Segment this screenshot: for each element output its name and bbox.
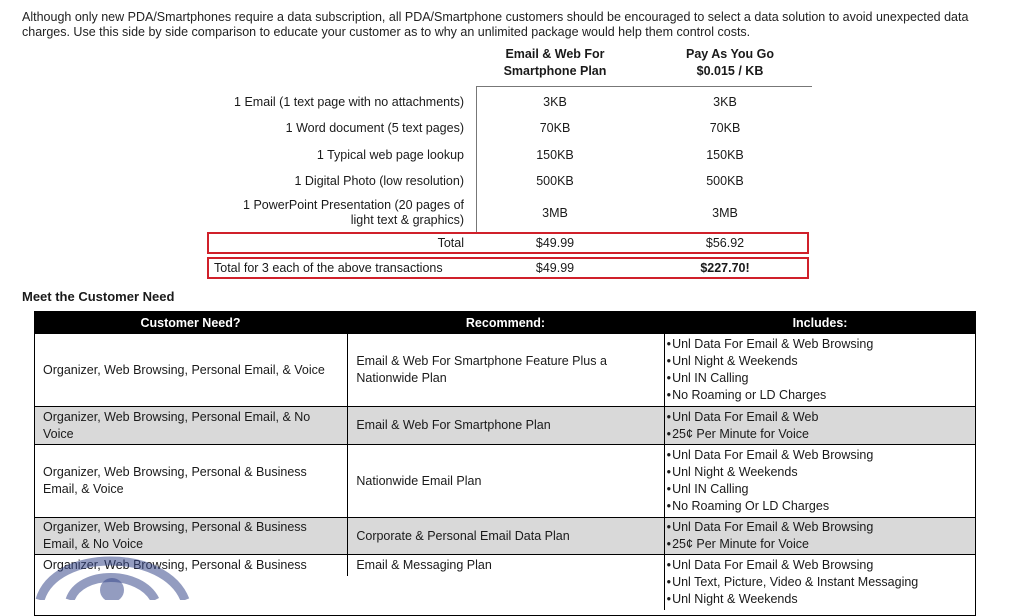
section-title: Meet the Customer Need xyxy=(22,289,175,304)
row-value-plan: 3KB xyxy=(543,95,567,109)
table-row xyxy=(34,334,976,407)
include-item: • Unl IN Calling xyxy=(667,370,749,387)
row-value-plan: 500KB xyxy=(536,174,574,188)
cell-includes xyxy=(664,445,975,517)
include-item: • Unl Night & Weekends xyxy=(667,353,798,370)
include-item: • Unl Data For Email & Web Browsing xyxy=(667,519,874,536)
include-item: • Unl Data For Email & Web xyxy=(667,409,819,426)
col2-header xyxy=(645,46,815,86)
header-includes: Includes: xyxy=(792,315,848,330)
row-value-payg: 3KB xyxy=(713,95,737,109)
table-row xyxy=(34,518,976,555)
header-customer-need: Customer Need? xyxy=(140,315,241,330)
total3-value-plan: $49.99 xyxy=(535,261,575,275)
table-row xyxy=(34,555,976,616)
cell-recommend: Email & Web For Smartphone Feature Plus a Nationwide Plan xyxy=(347,334,663,406)
header-recommend: Recommend: xyxy=(465,315,546,330)
col2-header-line2: $0.015 / KB xyxy=(696,64,764,78)
row-label: 1 Digital Photo (low resolution) xyxy=(294,173,464,188)
cell-includes xyxy=(664,407,975,444)
table-row xyxy=(34,407,976,445)
cell-need: Organizer, Web Browsing, Personal Email, & No Voice xyxy=(43,409,311,441)
cell-recommend: Nationwide Email Plan xyxy=(347,445,663,517)
total3-row xyxy=(200,257,820,279)
include-item: • Unl Data For Email & Web Browsing xyxy=(667,557,874,574)
cell-need: Organizer, Web Browsing, Personal & Business Email, & No Voice xyxy=(43,520,307,551)
cell-includes xyxy=(664,518,975,554)
row-label: 1 Word document (5 text pages) xyxy=(285,120,464,135)
row-label: 1 Typical web page lookup xyxy=(316,147,464,162)
col2-header-line1: Pay As You Go xyxy=(686,47,774,61)
include-item: • 25¢ Per Minute for Voice xyxy=(667,426,809,443)
table-row xyxy=(34,445,976,518)
row-label: 1 PowerPoint Presentation (20 pages of light text & graphics) xyxy=(243,198,464,227)
include-item: • Unl Text, Picture, Video & Instant Messaging xyxy=(667,574,919,591)
include-item: • No Roaming or LD Charges xyxy=(667,387,827,404)
comparison-row xyxy=(200,196,820,230)
col1-header: Email & Web For Smartphone Plan xyxy=(503,47,607,78)
total-value-plan: $49.99 xyxy=(535,236,575,250)
include-item: • 25¢ Per Minute for Voice xyxy=(667,536,809,553)
comparison-row xyxy=(200,169,820,193)
total-value-payg: $56.92 xyxy=(705,236,745,250)
customer-need-table xyxy=(34,311,976,616)
comparison-row xyxy=(200,90,820,114)
table-header xyxy=(34,311,976,334)
total3-label: Total for 3 each of the above transactions xyxy=(214,260,443,275)
cell-recommend: Email & Messaging Plan xyxy=(347,555,663,576)
cell-includes xyxy=(664,334,975,406)
header-rule xyxy=(476,86,812,87)
cell-need: Organizer, Web Browsing, Personal & Business xyxy=(43,558,307,572)
total3-value-payg: $227.70! xyxy=(700,261,750,275)
row-value-payg: 3MB xyxy=(712,206,738,220)
comparison-row xyxy=(200,116,820,140)
total-row xyxy=(200,232,820,254)
cell-includes xyxy=(664,555,975,610)
cell-recommend: Email & Web For Smartphone Plan xyxy=(347,407,663,444)
include-item: • Unl IN Calling xyxy=(667,481,749,498)
include-item: • Unl Night & Weekends xyxy=(667,591,798,608)
cell-need: Organizer, Web Browsing, Personal Email, & Voice xyxy=(43,362,325,377)
row-value-plan: 3MB xyxy=(542,206,568,220)
include-item: • Unl Data For Email & Web Browsing xyxy=(667,447,874,464)
row-value-payg: 150KB xyxy=(706,148,744,162)
cell-recommend: Corporate & Personal Email Data Plan xyxy=(347,518,663,554)
row-value-payg: 500KB xyxy=(706,174,744,188)
row-value-plan: 150KB xyxy=(536,148,574,162)
total-label: Total xyxy=(437,235,464,250)
include-item: • Unl Data For Email & Web Browsing xyxy=(667,336,874,353)
row-value-plan: 70KB xyxy=(539,121,571,135)
row-label: 1 Email (1 text page with no attachments) xyxy=(234,94,464,109)
row-value-payg: 70KB xyxy=(709,121,741,135)
intro-paragraph: Although only new PDA/Smartphones require a data subscription, all PDA/Smartphone customers should be encouraged to select a data solution to avoid unexpected data charges. Use this side by side comparison to educate your customer as to why an unlimited package would help them control costs. xyxy=(22,10,969,39)
cell-need: Organizer, Web Browsing, Personal & Business Email, & Voice xyxy=(43,465,307,496)
comparison-row xyxy=(200,143,820,167)
include-item: • Unl Night & Weekends xyxy=(667,464,798,481)
include-item: • No Roaming Or LD Charges xyxy=(667,498,829,515)
